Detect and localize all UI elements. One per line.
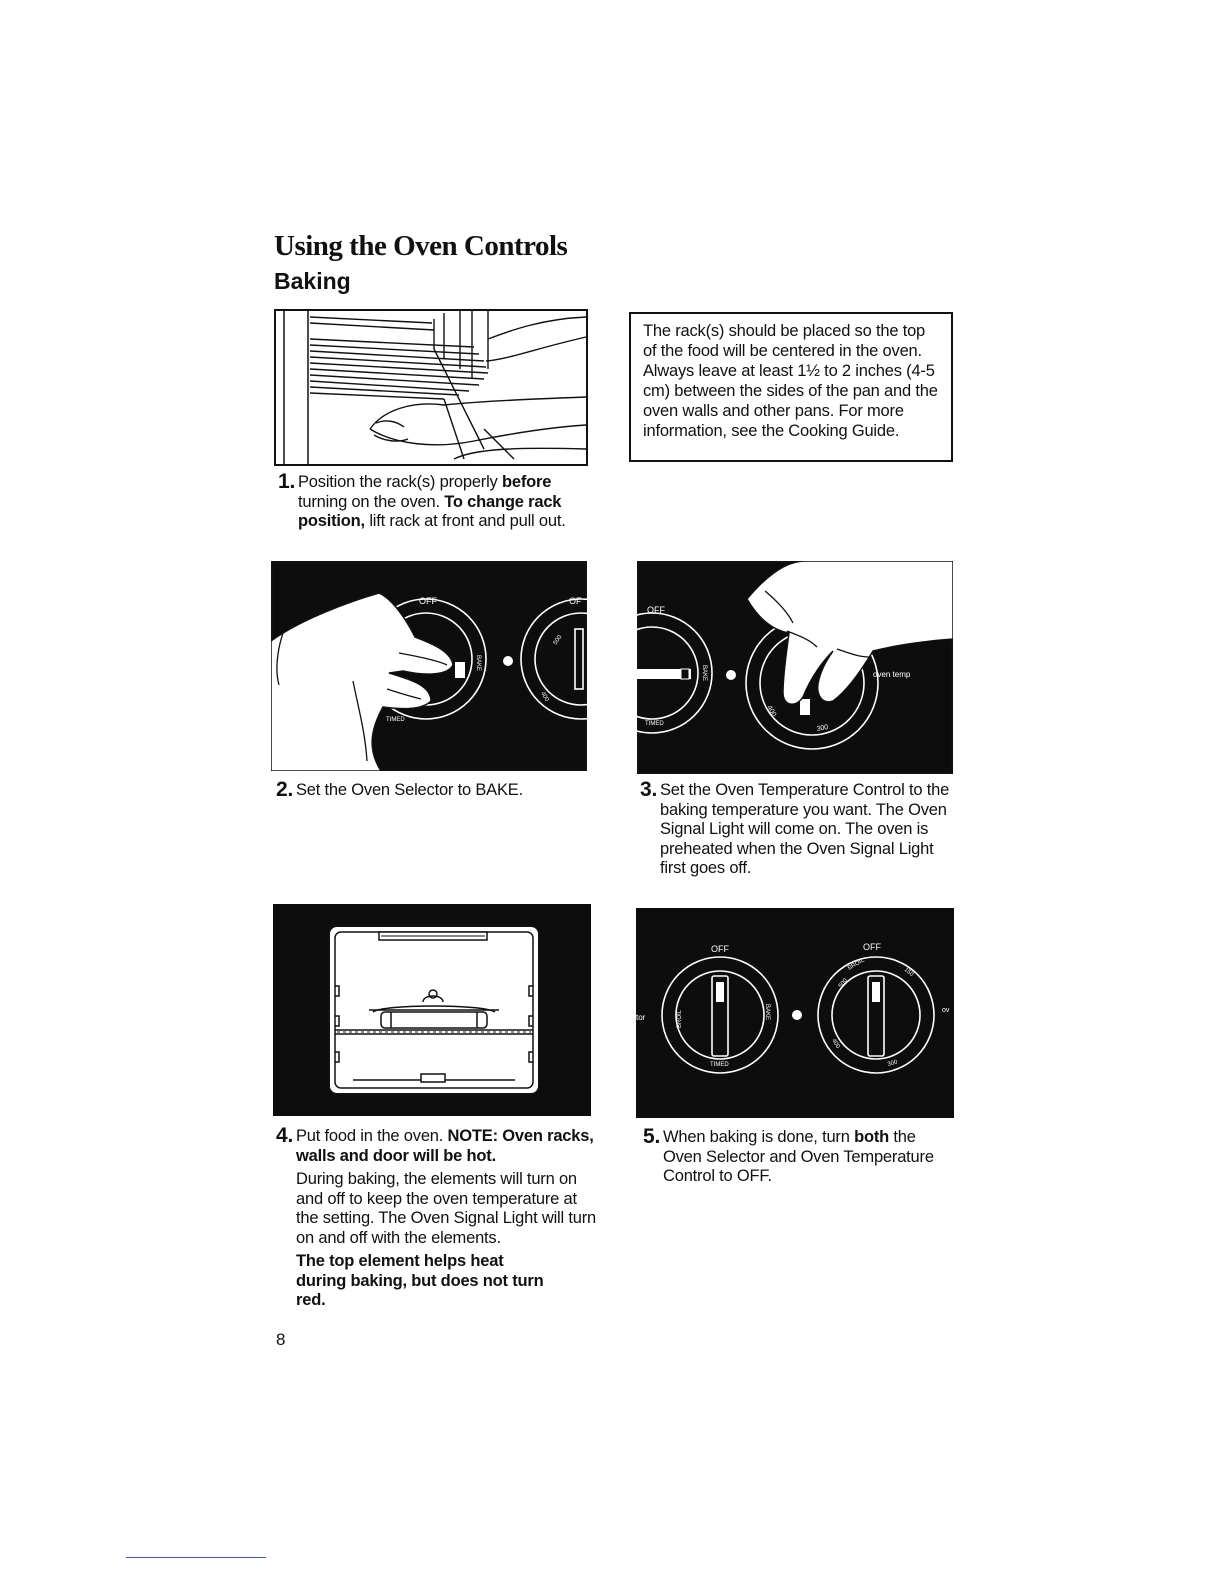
- oven-selector-photo: [271, 561, 587, 771]
- svg-text:BAKE: BAKE: [475, 655, 481, 672]
- section-heading: Baking: [274, 268, 351, 294]
- step-4: 4. Put food in the oven. NOTE: Oven racks, walls and door will be hot. During baking, the elements will turn on and off to keep the oven temperature at the setting. The Oven Signal Light will turn on and off with the elements. The top element helps heat during baking, but does not turn red.: [276, 1124, 596, 1309]
- svg-text:BROIL: BROIL: [847, 957, 866, 972]
- svg-text:ov: ov: [942, 1007, 950, 1014]
- svg-text:oven temp: oven temp: [873, 670, 911, 679]
- controls-off-photo: [636, 908, 954, 1118]
- footer-rule: [126, 1557, 266, 1558]
- svg-text:150: 150: [902, 966, 915, 978]
- svg-text:400: 400: [830, 1038, 841, 1050]
- step-5: 5. When baking is done, turn both the Oven Selector and Oven Temperature Control to OFF.: [643, 1125, 934, 1185]
- svg-text:OFF: OFF: [863, 942, 881, 952]
- step-number: 3.: [640, 778, 658, 801]
- svg-text:OFF: OFF: [647, 605, 665, 615]
- svg-text:500: 500: [552, 634, 564, 647]
- svg-text:BAKE: BAKE: [701, 665, 707, 682]
- svg-text:OFF: OFF: [711, 944, 729, 954]
- svg-text:TIMED: TIMED: [710, 1062, 729, 1068]
- svg-text:tor: tor: [636, 1013, 646, 1022]
- svg-text:TIMED: TIMED: [386, 717, 405, 723]
- svg-text:BROIL: BROIL: [677, 1009, 683, 1028]
- step-3: 3. Set the Oven Temperature Control to the baking temperature you want. The Oven Signal Light will come on. The oven is preheated when the Oven Signal Light first goes off.: [640, 778, 950, 877]
- step-number: 4.: [276, 1124, 294, 1147]
- step-2: 2. Set the Oven Selector to BAKE.: [276, 778, 523, 801]
- svg-text:OF: OF: [569, 596, 582, 606]
- svg-text:TIMED: TIMED: [645, 721, 664, 727]
- rack-position-illustration: [274, 309, 588, 466]
- rack-placement-note: The rack(s) should be placed so the top of the food will be centered in the oven. Always leave at least 1½ to 2 inches (4-5 cm) between the sides of the pan and the oven walls and other pans. For more information, see the Cooking Guide.: [629, 312, 953, 462]
- step-number: 1.: [278, 470, 296, 493]
- svg-text:400: 400: [765, 704, 778, 719]
- step-number: 5.: [643, 1125, 661, 1148]
- step-1: 1. Position the rack(s) properly before turning on the oven. To change rack position, lift rack at front and pull out.: [278, 470, 566, 530]
- svg-text:OFF: OFF: [419, 596, 437, 606]
- page-title: Using the Oven Controls: [274, 230, 568, 262]
- page-number: 8: [276, 1330, 286, 1349]
- step-number: 2.: [276, 778, 294, 801]
- temperature-control-photo: [637, 561, 953, 774]
- svg-text:500: 500: [837, 977, 849, 990]
- oven-interior-illustration: [273, 904, 591, 1116]
- svg-text:400: 400: [539, 691, 550, 703]
- svg-text:BAKE: BAKE: [764, 1004, 770, 1021]
- svg-text:300: 300: [886, 1059, 899, 1068]
- svg-text:300: 300: [816, 724, 829, 733]
